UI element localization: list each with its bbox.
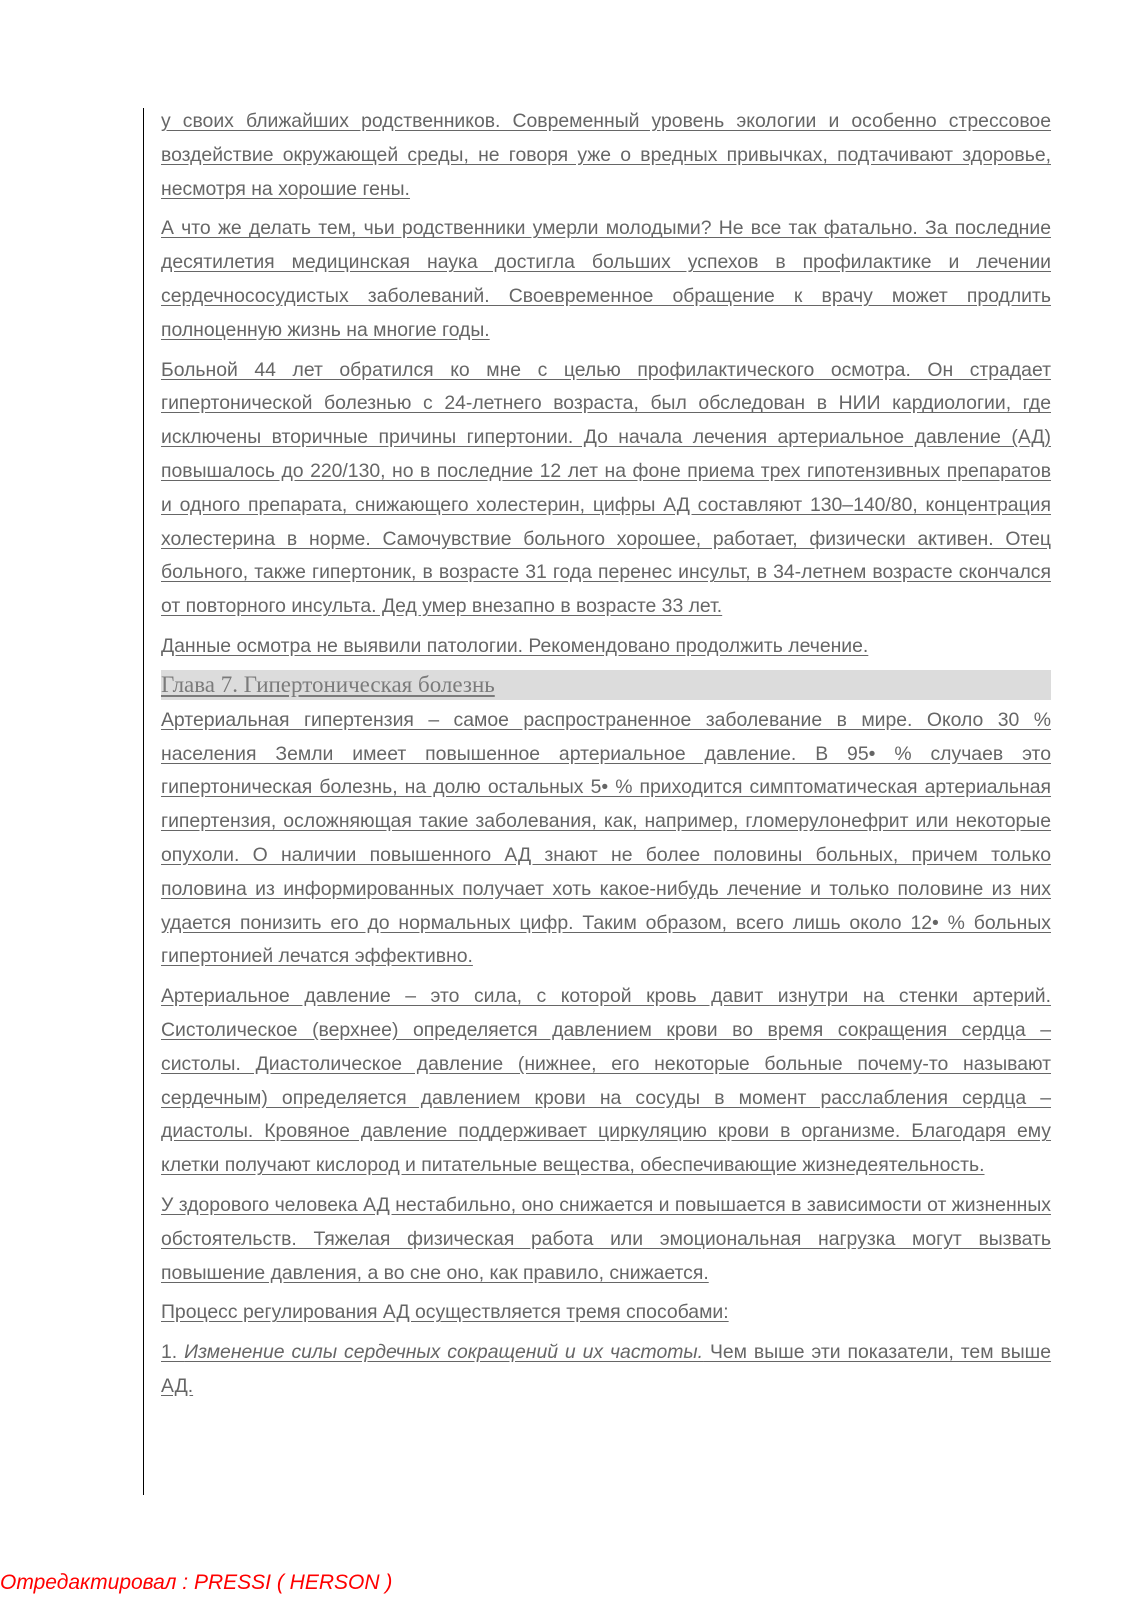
paragraph-exam-result: Данные осмотра не выявили патологии. Рекомендовано продолжить лечение. xyxy=(161,634,869,657)
paragraph-regulation-intro: Процесс регулирования АД осуществляется тремя способами: xyxy=(161,1301,729,1324)
paragraph-case-study: Больной 44 лет обратился ко мне с целью профилактического осмотра. Он страдает гипертонической болезнью с 24-летнего возраста, был обследован в НИИ кардиологии, где исключены вторичные причины гипертонии. До начала лечения артериальное давление (АД) повышалось до 220/130, но в последние 12 лет на фоне приема трех гипотензивных препаратов и одного препарата, снижающего холестерин, цифры АД составляют 130–140/80, концентрация холестерина в норме. Самочувствие больного хорошее, работает, физически активен. Отец больного, также гипертоник, в возрасте 31 года перенес инсульт, в 34-летнем возрасте скончался от повторного инсульта. Дед умер внезапно в возрасте 33 лет. xyxy=(161,358,1051,618)
list-item-number: 1. xyxy=(161,1341,185,1364)
list-item-text: Чем выше эти показатели, тем выше АД. xyxy=(161,1341,1052,1397)
paragraph-hypertension-prevalence: Артериальная гипертензия – самое распространенное заболевание в мире. Около 30 % населения Земли имеет повышенное артериальное давление. В 95• % случаев это гипертоническая болезнь, на долю остальных 5• % приходится симптоматическая артериальная гипертензия, осложняющая такие заболевания, как, например, гломерулонефрит или некоторые опухоли. О наличии повышенного АД знают не более половины больных, причем только половина из информированных получает хоть какое-нибудь лечение и только половине из них удается понизить его до нормальных цифр. Таким образом, всего лишь около 12• % больных гипертонией лечатся эффективно. xyxy=(161,708,1051,968)
paragraph-relatives: у своих ближайших родственников. Современный уровень экологии и особенно стрессовое воздействие окружающей среды, не говоря уже о вредных привычках, подтачивают здоровье, несмотря на хорошие гены. xyxy=(161,110,1051,200)
paragraph-healthy-person: У здорового человека АД нестабильно, оно снижается и повышается в зависимости от жизненных обстоятельств. Тяжелая физическая работа или эмоциональная нагрузка могут вызвать повышение давления, а во сне оно, как правило, снижается. xyxy=(161,1193,1051,1284)
list-item-emphasis: Изменение силы сердечных сокращений и их частоты. xyxy=(184,1341,704,1364)
page-content xyxy=(161,105,1051,1410)
footer-credit: Отредактировал : PRESSI ( HERSON ) xyxy=(0,1571,393,1594)
paragraph-blood-pressure-definition: Артериальное давление – это сила, с которой кровь давит изнутри на стенки артерий. Систолическое (верхнее) определяется давлением крови во время сокращения сердца – систолы. Диастолическое давление (нижнее, его некоторые больные почему-то называют сердечным) определяется давлением крови на сосуды в момент расслабления сердца – диастолы. Кровяное давление поддерживает циркуляцию крови в организме. Благодаря ему клетки получают кислород и питательные вещества, обеспечивающие жизнедеятельность. xyxy=(161,985,1051,1177)
revision-change-bar xyxy=(143,108,144,1495)
list-item-1 xyxy=(161,1336,1051,1404)
chapter-heading: Глава 7. Гипертоническая болезнь xyxy=(161,670,1051,700)
paragraph-young-relatives: А что же делать тем, чьи родственники умерли молодыми? Не все так фатально. За последние десятилетия медицинская наука достигла больших успехов в профилактике и лечении сердечнососудистых заболеваний. Своевременное обращение к врачу может продлить полноценную жизнь на многие годы. xyxy=(161,217,1051,341)
